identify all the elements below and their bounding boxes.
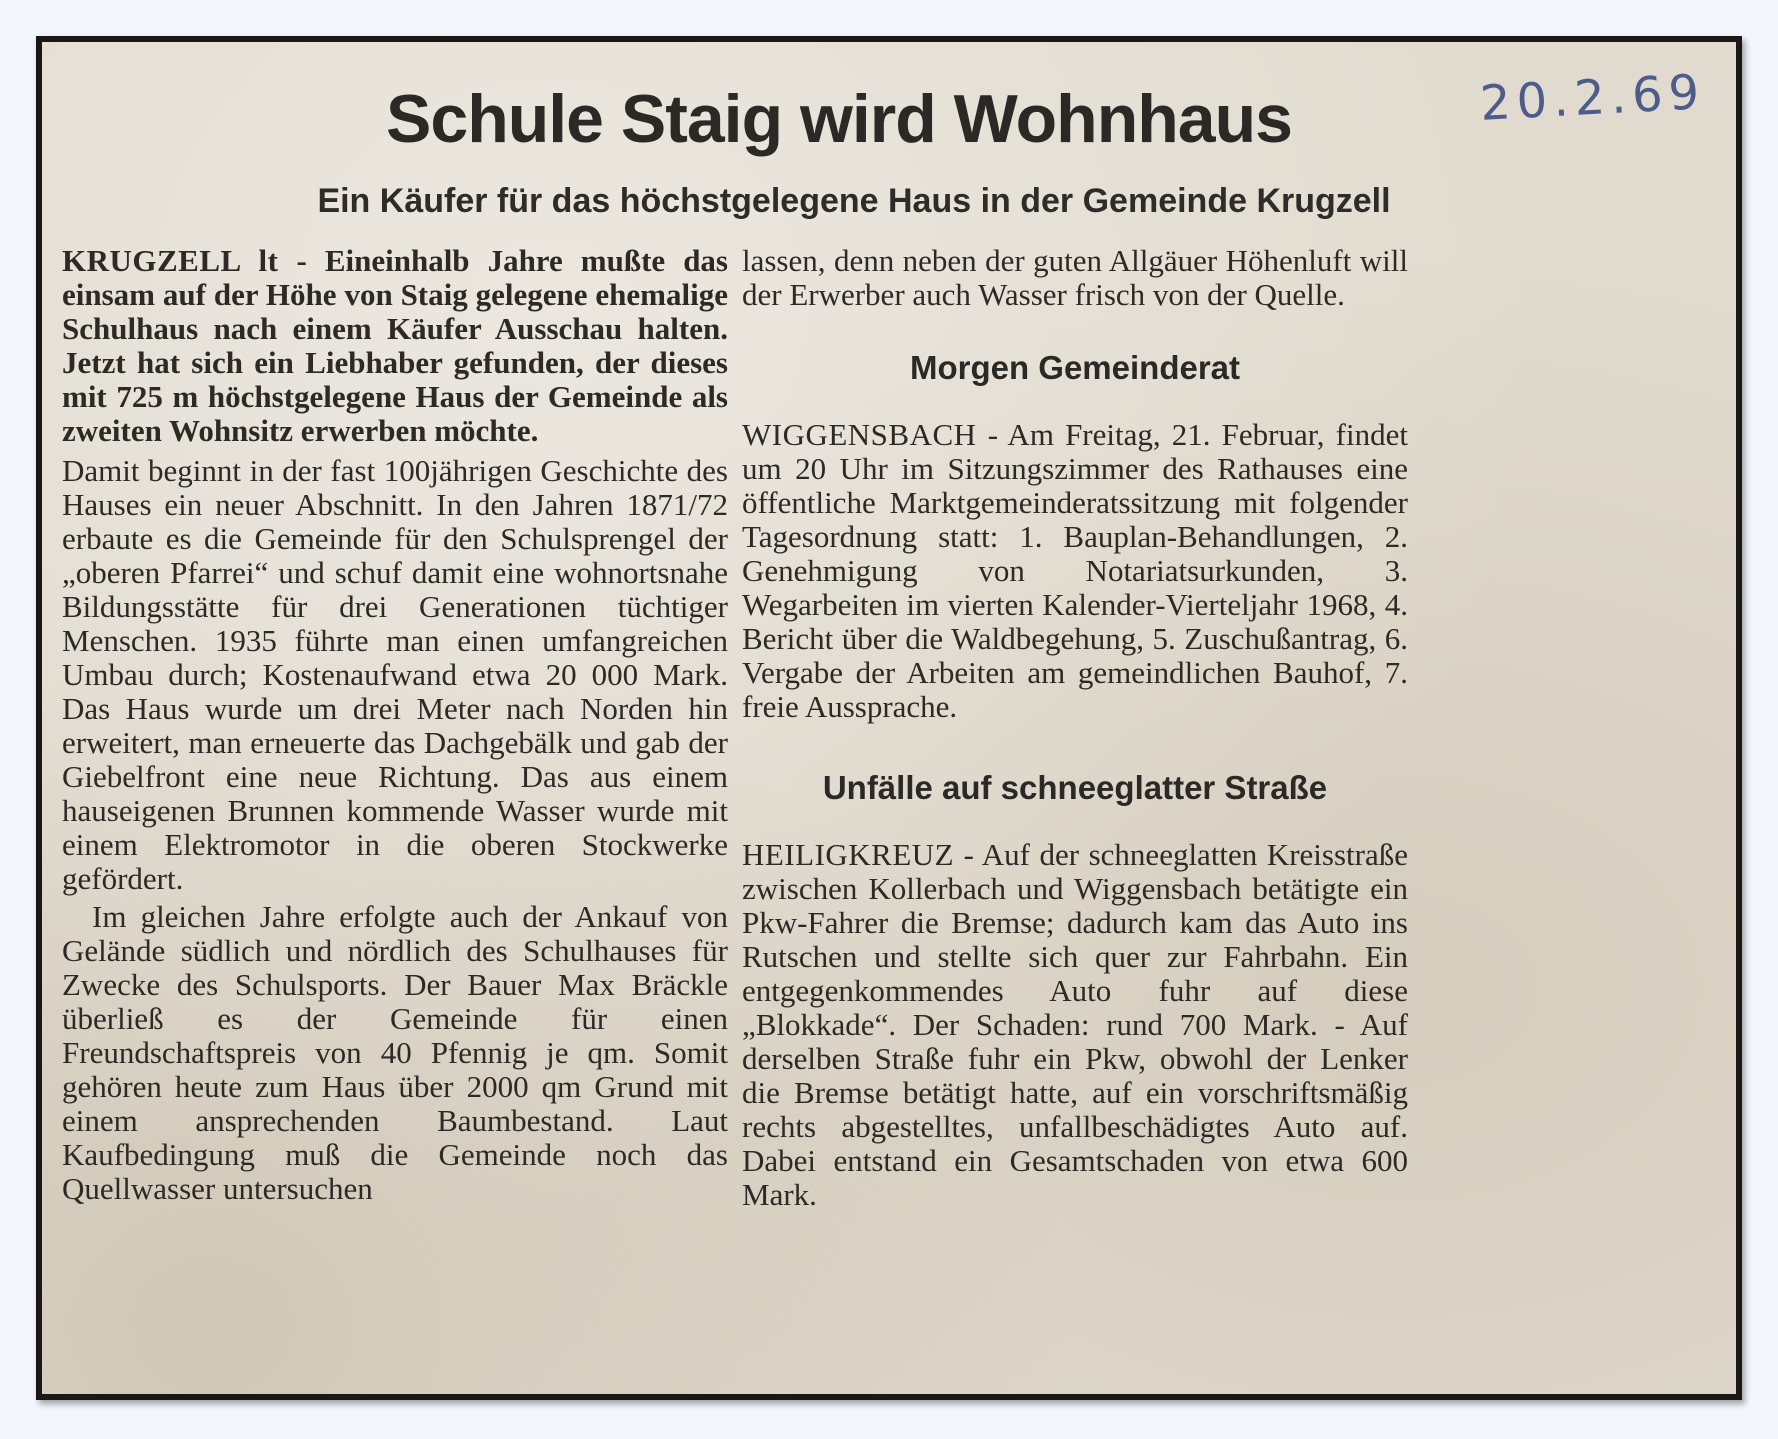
dateline-wiggensbach: WIGGENSBACH bbox=[742, 417, 977, 452]
newspaper-clipping bbox=[42, 42, 1736, 1394]
section-heading-gemeinderat: Morgen Gemeinderat bbox=[909, 349, 1241, 386]
dateline-heiligkreuz: HEILIGKREUZ bbox=[742, 837, 955, 872]
headline: Schule Staig wird Wohnhaus bbox=[386, 81, 1292, 157]
lead-text: - Eineinhalb Jahre mußte das einsam auf der Höhe von Staig gelegene ehemalige Schulhaus nach einem Käufer Ausschau halten. Jetzt hat sich ein Liebhaber gefunden, der dieses mit 725 m höchstgelegene Haus der Gemeinde als zweiten Wohnsitz erwerben möchte. bbox=[62, 243, 728, 448]
article-paragraph: Damit beginnt in der fast 100jährigen Geschichte des Hauses ein neuer Abschnitt. In den Jahren 1871/72 erbaute es die Gemeinde für den Schulsprengel der „oberen Pfarrei“ und schuf damit eine wohnortsnahe Bildungsstätte für drei Generationen tüchtiger Menschen. 1935 führte man einen umfangreichen Umbau durch; Kostenaufwand etwa 20 000 Mark. Das Haus wurde um drei Meter nach Norden hin erweitert, man erneuerte das Dachgebälk und gab der Giebelfront eine neue Richtung. Das aus einem hauseigenen Brunnen kommende Wasser wurde mit einem Elektromotor in die oberen Stockwerke gefördert. bbox=[62, 453, 728, 896]
gemeinderat-text: - Am Freitag, 21. Februar, findet um 20 Uhr im Sitzungszimmer des Rathauses eine öffentliche Marktgemeinderatssitzung mit folgender Tagesordnung statt: 1. Bauplan-Behandlungen, 2. Genehmigung von Notariatsurkunden, 3. Wegarbeiten im vierten Kalender-Vierteljahr 1968, 4. Bericht über die Waldbegehung, 5. Zuschußantrag, 6. Vergabe der Arbeiten am gemeindlichen Bauhof, 7. freie Aussprache. bbox=[742, 417, 1408, 724]
left-column bbox=[62, 244, 728, 1206]
subtitle: Ein Käufer für das höchstgelegene Haus in der Gemeinde Krugzell bbox=[317, 182, 1391, 220]
unfaelle-paragraph bbox=[742, 838, 1408, 1212]
unfaelle-text: - Auf der schneeglatten Kreisstraße zwischen Kollerbach und Wiggensbach betätigte ein Pkw-Fahrer die Bremse; dadurch kam das Auto ins Rutschen und stellte sich quer zur Fahrbahn. Ein entgegenkommendes Auto fuhr auf diese „Blokkade“. Der Schaden: rund 700 Mark. - Auf derselben Straße fuhr ein Pkw, obwohl der Lenker die Bremse betätigt hatte, auf ein vorschriftsmäßig rechts abgestelltes, unfallbeschädigtes Auto auf. Dabei entstand ein Gesamtschaden von etwa 600 Mark. bbox=[742, 837, 1408, 1212]
right-column bbox=[742, 244, 1408, 1212]
article-lead bbox=[62, 244, 728, 448]
handwritten-date: 20.2.69 bbox=[1478, 64, 1707, 132]
article-paragraph-2: Im gleichen Jahre erfolgte auch der Ankauf von Gelände südlich und nördlich des Schulhauses für Zwecke des Schulsports. Der Bauer Max Bräckle überließ es der Gemeinde für einen Freundschaftspreis von 40 Pfennig je qm. Somit gehören heute zum Haus über 2000 qm Grund mit einem ansprechenden Baumbestand. Laut Kaufbedingung muß die Gemeinde noch das Quellwasser untersuchen bbox=[62, 899, 728, 1206]
article-continuation: lassen, denn neben der guten Allgäuer Höhenluft will der Erwerber auch Wasser frisch von der Quelle. bbox=[742, 243, 1408, 312]
clipping-frame bbox=[36, 36, 1742, 1400]
section-heading-unfaelle: Unfälle auf schneeglatter Straße bbox=[822, 769, 1328, 806]
dateline-krugzell: KRUGZELL lt bbox=[62, 243, 279, 278]
gemeinderat-paragraph bbox=[742, 418, 1408, 724]
